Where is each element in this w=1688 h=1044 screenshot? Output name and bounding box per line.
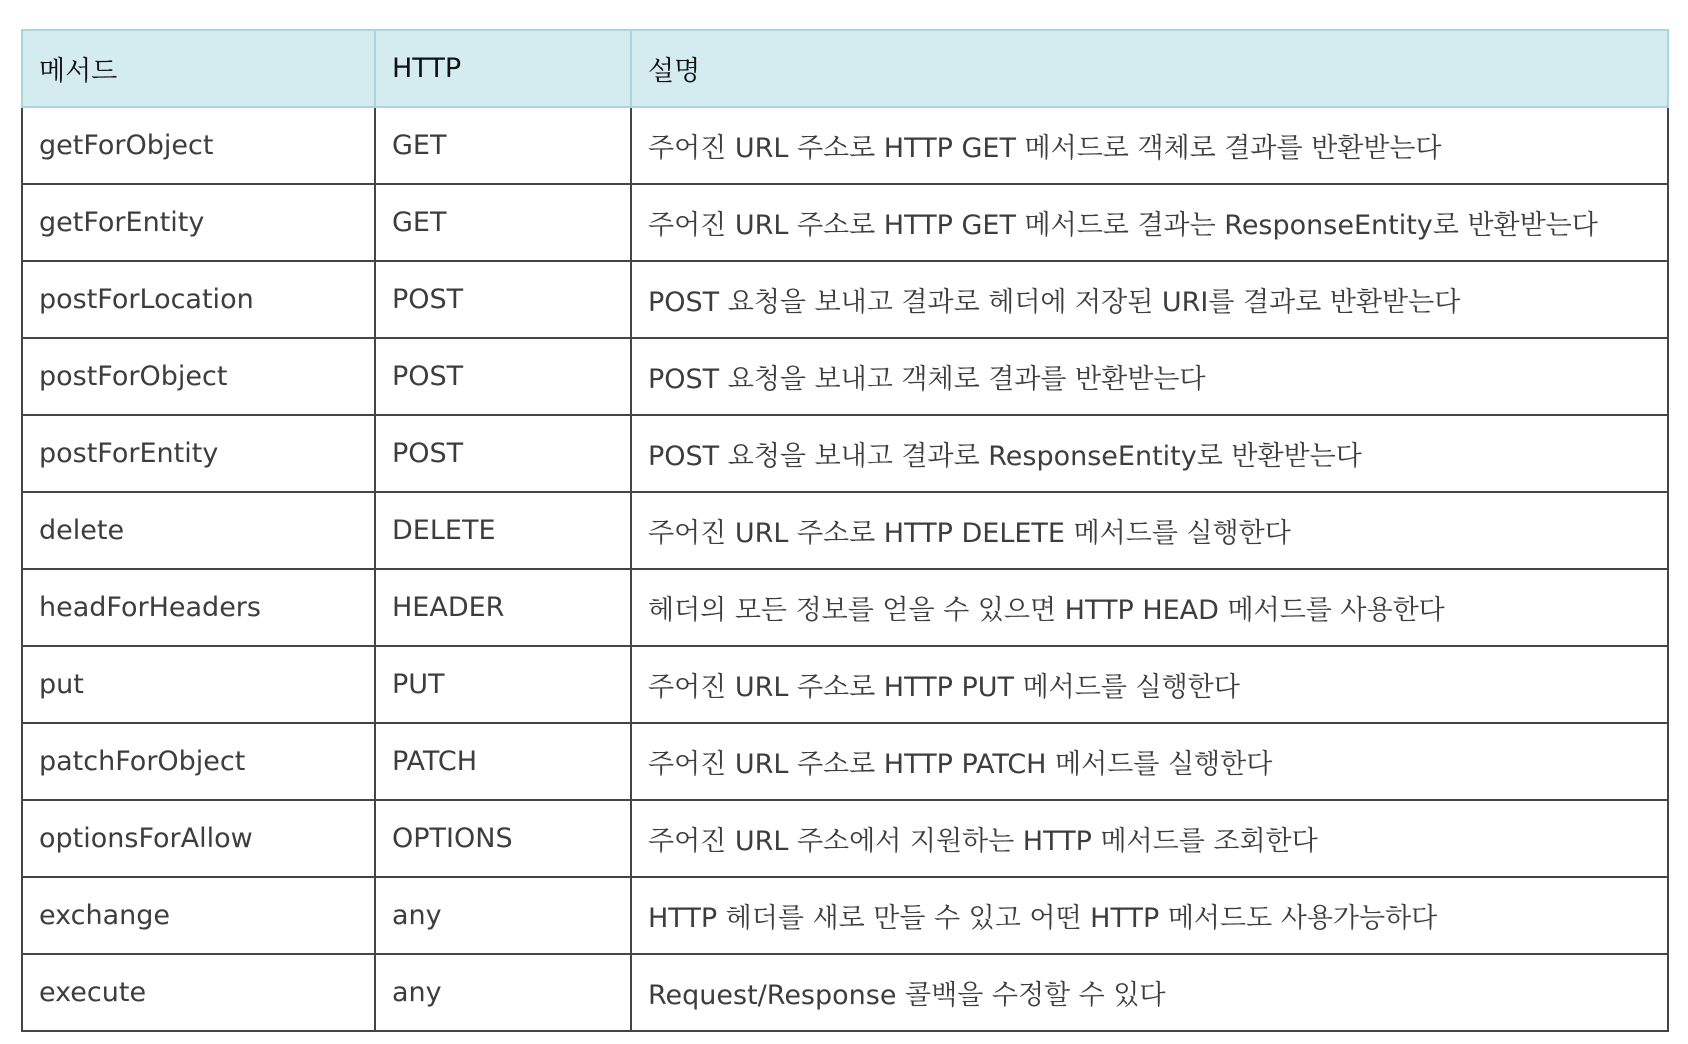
method-cell: execute <box>22 954 375 1031</box>
table-row <box>22 184 1668 261</box>
http-cell: GET <box>375 184 631 261</box>
column-header-method: 메서드 <box>22 30 375 107</box>
method-cell: exchange <box>22 877 375 954</box>
resttemplate-methods-table <box>21 29 1669 1032</box>
http-cell: POST <box>375 415 631 492</box>
description-cell: 주어진 URL 주소에서 지원하는 HTTP 메서드를 조회한다 <box>631 800 1668 877</box>
method-cell: patchForObject <box>22 723 375 800</box>
description-cell: 주어진 URL 주소로 HTTP PUT 메서드를 실행한다 <box>631 646 1668 723</box>
method-cell: postForObject <box>22 338 375 415</box>
http-cell: PATCH <box>375 723 631 800</box>
table-row <box>22 800 1668 877</box>
method-cell: headForHeaders <box>22 569 375 646</box>
resttemplate-methods-table-container <box>21 29 1667 1032</box>
table-header <box>22 30 1668 107</box>
method-cell: getForObject <box>22 107 375 184</box>
column-header-description: 설명 <box>631 30 1668 107</box>
method-cell: postForLocation <box>22 261 375 338</box>
method-cell: postForEntity <box>22 415 375 492</box>
table-row <box>22 338 1668 415</box>
description-cell: Request/Response 콜백을 수정할 수 있다 <box>631 954 1668 1031</box>
http-cell: GET <box>375 107 631 184</box>
table-row <box>22 954 1668 1031</box>
description-cell: 주어진 URL 주소로 HTTP GET 메서드로 결과는 ResponseEntity로 반환받는다 <box>631 184 1668 261</box>
table-row <box>22 261 1668 338</box>
description-cell: POST 요청을 보내고 결과로 헤더에 저장된 URI를 결과로 반환받는다 <box>631 261 1668 338</box>
method-cell: delete <box>22 492 375 569</box>
method-cell: getForEntity <box>22 184 375 261</box>
description-cell: POST 요청을 보내고 객체로 결과를 반환받는다 <box>631 338 1668 415</box>
description-cell: 주어진 URL 주소로 HTTP DELETE 메서드를 실행한다 <box>631 492 1668 569</box>
table-row <box>22 646 1668 723</box>
method-cell: optionsForAllow <box>22 800 375 877</box>
http-cell: POST <box>375 338 631 415</box>
table-row <box>22 569 1668 646</box>
http-cell: any <box>375 954 631 1031</box>
table-row <box>22 492 1668 569</box>
table-row <box>22 107 1668 184</box>
description-cell: 헤더의 모든 정보를 얻을 수 있으면 HTTP HEAD 메서드를 사용한다 <box>631 569 1668 646</box>
description-cell: HTTP 헤더를 새로 만들 수 있고 어떤 HTTP 메서드도 사용가능하다 <box>631 877 1668 954</box>
description-cell: 주어진 URL 주소로 HTTP PATCH 메서드를 실행한다 <box>631 723 1668 800</box>
column-header-http: HTTP <box>375 30 631 107</box>
description-cell: 주어진 URL 주소로 HTTP GET 메서드로 객체로 결과를 반환받는다 <box>631 107 1668 184</box>
method-cell: put <box>22 646 375 723</box>
table-body <box>22 107 1668 1031</box>
http-cell: POST <box>375 261 631 338</box>
header-row <box>22 30 1668 107</box>
http-cell: PUT <box>375 646 631 723</box>
http-cell: DELETE <box>375 492 631 569</box>
http-cell: OPTIONS <box>375 800 631 877</box>
table-row <box>22 877 1668 954</box>
description-cell: POST 요청을 보내고 결과로 ResponseEntity로 반환받는다 <box>631 415 1668 492</box>
table-row <box>22 415 1668 492</box>
http-cell: HEADER <box>375 569 631 646</box>
http-cell: any <box>375 877 631 954</box>
table-row <box>22 723 1668 800</box>
